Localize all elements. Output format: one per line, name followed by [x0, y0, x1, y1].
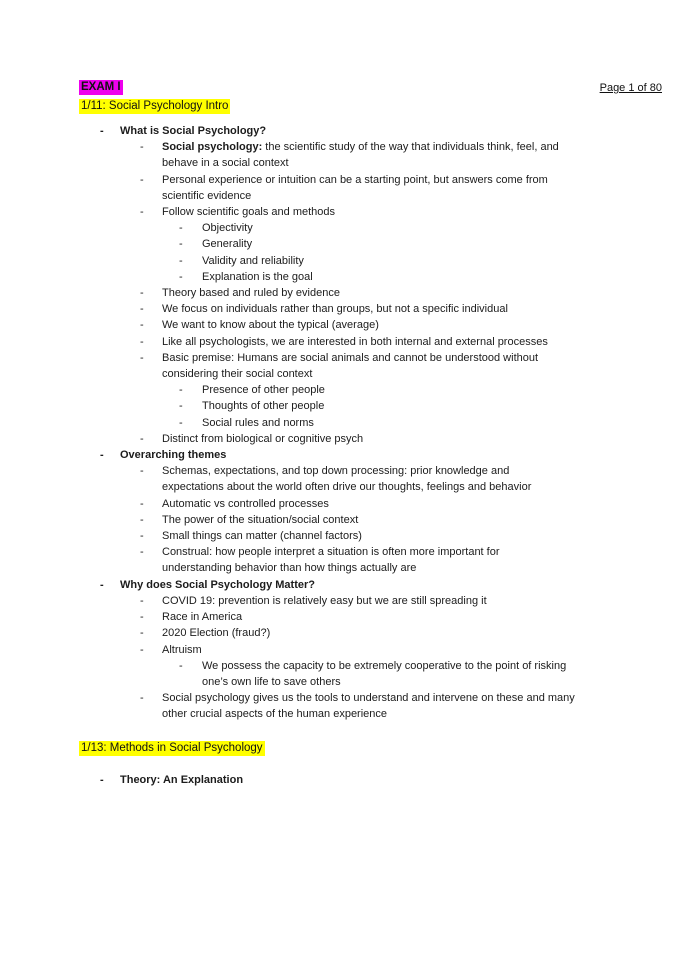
outline-item — [0, 528, 680, 544]
bullet-dash — [140, 625, 162, 641]
outline-item — [0, 334, 680, 350]
outline-text: We focus on individuals rather than groups, but not a specific individual — [162, 303, 508, 316]
outline-text: Race in America — [162, 611, 243, 624]
outline-item — [0, 269, 680, 285]
outline-text: Like all psychologists, we are interested in both internal and external processes — [162, 335, 548, 348]
outline-item — [0, 398, 680, 414]
bullet-dash — [140, 593, 162, 609]
section-heading-1-11: 1/11: Social Psychology Intro — [81, 100, 229, 112]
bullet-dash — [179, 382, 202, 398]
outline-item — [0, 123, 680, 139]
outline-text: Validity and reliability — [202, 254, 304, 267]
outline-text: Theory: An Explanation — [120, 773, 244, 786]
outline-text — [162, 139, 592, 171]
bullet-dash — [140, 317, 162, 333]
outline-text: Explanation is the goal — [202, 270, 313, 283]
page-number-label: Page 1 of 80 — [599, 82, 662, 94]
outline-text: Construal: how people interpret a situation is often more important for understanding behavior than how things actually are — [162, 546, 500, 575]
section-heading-row — [79, 97, 680, 114]
outline-item — [0, 690, 680, 722]
outline-section-2 — [0, 772, 680, 788]
bullet-dash — [179, 220, 202, 236]
section-heading-1-13: 1/13: Methods in Social Psychology — [81, 741, 263, 754]
outline-item — [0, 512, 680, 528]
outline-text: Small things can matter (channel factors) — [162, 530, 362, 543]
bullet-dash — [140, 334, 162, 350]
bullet-dash — [179, 253, 202, 269]
outline-item — [0, 382, 680, 398]
outline-text: Automatic vs controlled processes — [162, 497, 329, 510]
outline-item — [0, 236, 680, 252]
bullet-dash — [140, 528, 162, 544]
bullet-dash — [140, 204, 162, 220]
outline-item — [0, 220, 680, 236]
outline-text: We possess the capacity to be extremely cooperative to the point of risking one’s own life to save others — [202, 659, 567, 688]
outline-text: Presence of other people — [202, 384, 325, 397]
bullet-dash — [179, 236, 202, 252]
outline-text-rest: the scientific study of the way that individuals think, feel, and behave in a social context — [162, 141, 559, 170]
outline-item — [0, 172, 680, 204]
section-heading-row — [79, 739, 680, 756]
outline-text: Follow scientific goals and methods — [162, 206, 336, 219]
outline-item — [0, 772, 680, 788]
exam-heading: EXAM I — [81, 81, 121, 93]
outline-text: Altruism — [162, 643, 202, 656]
bold-term: Social psychology: — [162, 141, 263, 154]
outline-item — [0, 496, 680, 512]
bullet-dash — [140, 642, 162, 658]
outline-text: Generality — [202, 238, 253, 251]
outline-text: The power of the situation/social context — [162, 513, 359, 526]
outline-item — [0, 642, 680, 658]
outline-text: What is Social Psychology? — [120, 125, 267, 137]
bullet-dash — [140, 350, 162, 382]
outline-text: Distinct from biological or cognitive psych — [162, 432, 364, 445]
outline-item — [0, 544, 680, 576]
outline-text: Social psychology gives us the tools to understand and intervene on these and many other crucial aspects of the human experience — [162, 692, 575, 721]
exam-heading-row — [79, 78, 680, 95]
outline-item — [0, 301, 680, 317]
bullet-dash — [100, 772, 120, 788]
outline-text: Thoughts of other people — [202, 400, 325, 413]
outline-text: We want to know about the typical (average) — [162, 319, 379, 332]
bullet-dash — [140, 463, 162, 495]
outline-item — [0, 317, 680, 333]
bullet-dash — [140, 496, 162, 512]
outline-text: Objectivity — [202, 222, 253, 235]
outline-section-1 — [0, 123, 680, 723]
bullet-dash — [140, 139, 162, 171]
bullet-dash — [140, 690, 162, 722]
bullet-dash — [140, 285, 162, 301]
outline-item — [0, 415, 680, 431]
outline-text: COVID 19: prevention is relatively easy but we are still spreading it — [162, 594, 487, 607]
bullet-dash — [140, 544, 162, 576]
outline-item — [0, 577, 680, 593]
outline-item — [0, 253, 680, 269]
bullet-dash — [140, 301, 162, 317]
bullet-dash — [179, 415, 202, 431]
outline-text: Personal experience or intuition can be a starting point, but answers come from scientific evidence — [162, 173, 548, 202]
bullet-dash — [179, 269, 202, 285]
outline-item — [0, 350, 680, 382]
bullet-dash — [140, 512, 162, 528]
outline-item — [0, 625, 680, 641]
outline-text: Why does Social Psychology Matter? — [120, 578, 315, 591]
outline-item — [0, 463, 680, 495]
bullet-dash — [140, 609, 162, 625]
outline-item — [0, 139, 680, 171]
outline-item — [0, 431, 680, 447]
outline-text: Overarching themes — [120, 449, 227, 462]
outline-item — [0, 609, 680, 625]
bullet-dash — [140, 172, 162, 204]
outline-item — [0, 204, 680, 220]
bullet-dash — [100, 123, 120, 139]
bullet-dash — [100, 447, 120, 463]
outline-text: 2020 Election (fraud?) — [162, 627, 271, 640]
bullet-dash — [140, 431, 162, 447]
outline-text: Social rules and norms — [202, 416, 314, 429]
outline-text: Basic premise: Humans are social animals and cannot be understood without considering their social context — [162, 351, 539, 381]
outline-item — [0, 658, 680, 690]
bullet-dash — [179, 398, 202, 414]
outline-item — [0, 285, 680, 301]
outline-text: Theory based and ruled by evidence — [162, 287, 340, 300]
bullet-dash — [100, 577, 120, 593]
bullet-dash — [179, 658, 202, 690]
outline-text: Schemas, expectations, and top down processing: prior knowledge and expectations about the world often drive our thoughts, feelings and behavior — [162, 465, 532, 494]
outline-item — [0, 447, 680, 463]
outline-item — [0, 593, 680, 609]
